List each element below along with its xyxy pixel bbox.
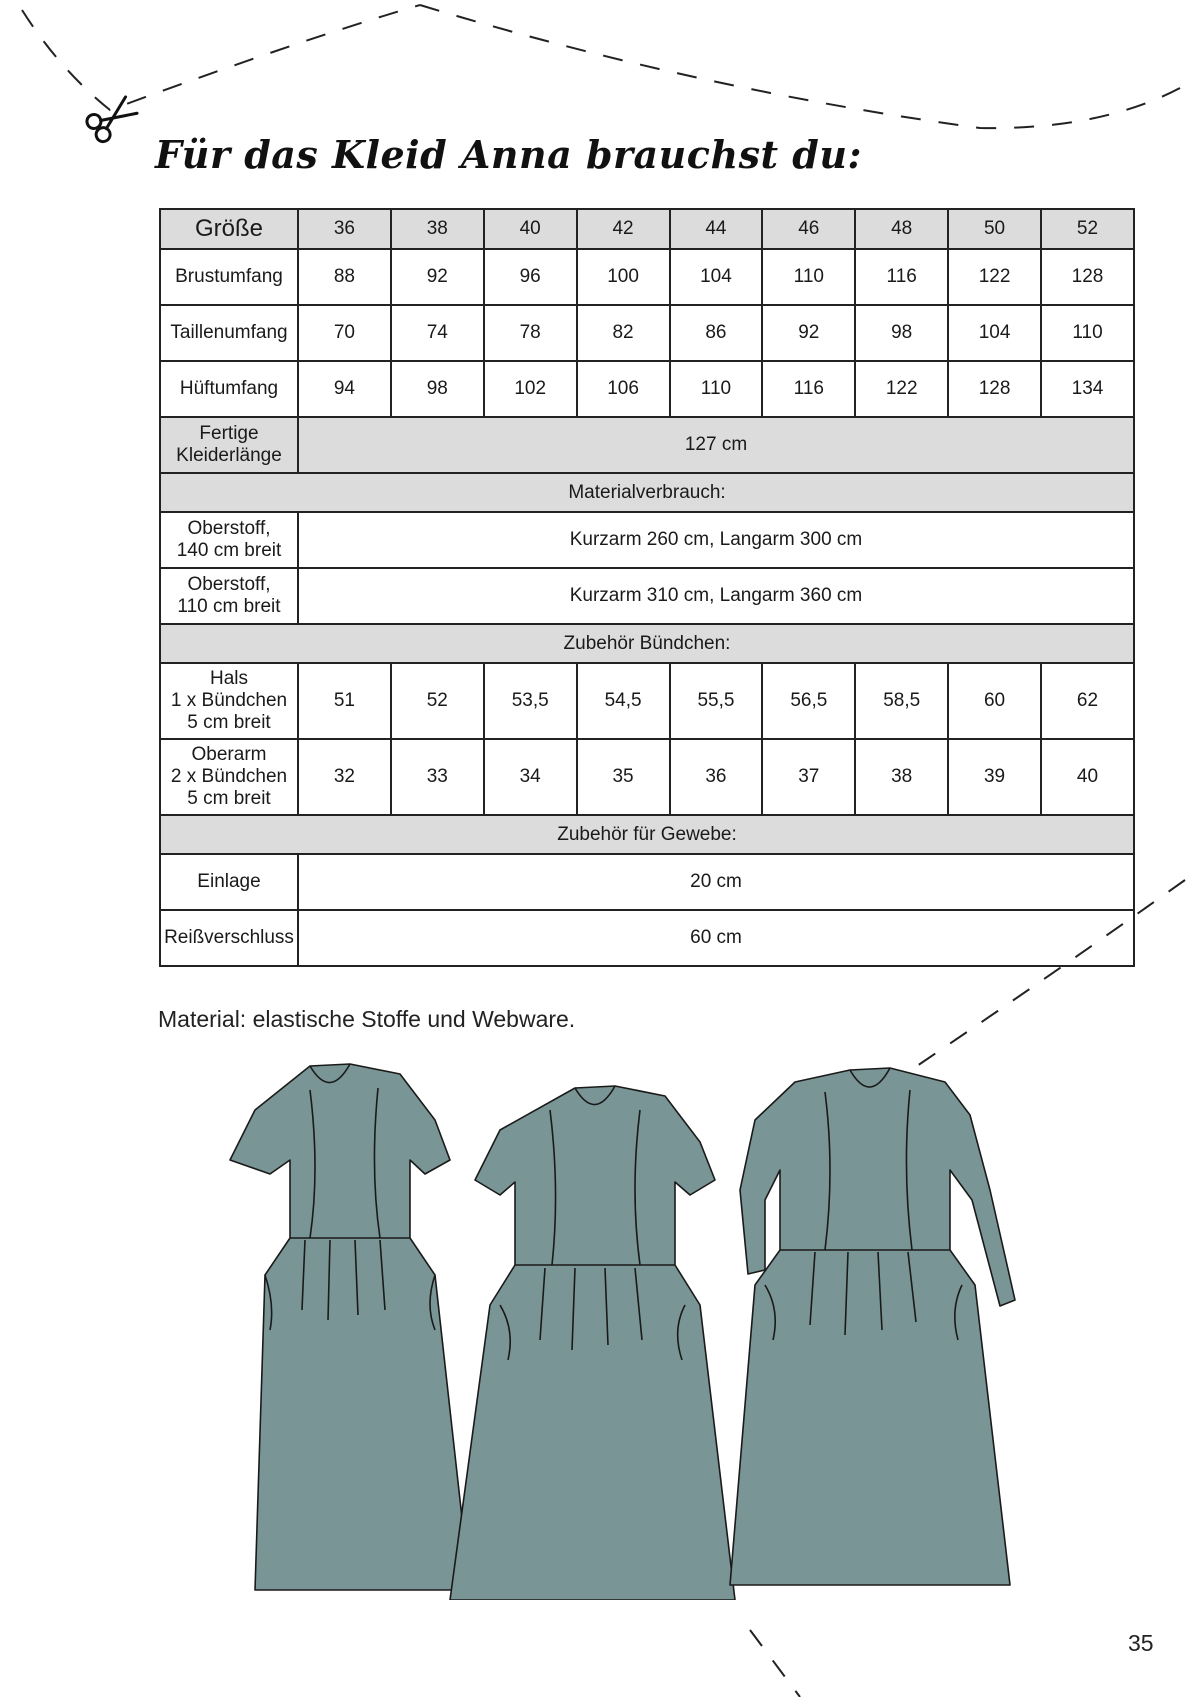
row-label (160, 417, 298, 473)
row-label: Einlage (160, 854, 298, 910)
table-row (160, 249, 1134, 305)
table-row (160, 512, 1134, 568)
table-cell: 100 (577, 249, 670, 305)
table-cell: 35 (577, 739, 670, 815)
section-row (160, 473, 1134, 512)
dress-short-sleeve (450, 1086, 735, 1600)
row-label (160, 512, 298, 568)
table-cell: 102 (484, 361, 577, 417)
table-cell: 98 (391, 361, 484, 417)
size-50: 50 (948, 209, 1041, 249)
table-cell: 98 (855, 305, 948, 361)
table-cell: 37 (762, 739, 855, 815)
label-line: Oberstoff, (187, 574, 271, 595)
size-46: 46 (762, 209, 855, 249)
table-cell: 34 (484, 739, 577, 815)
table-cell: 104 (670, 249, 763, 305)
table-cell: 104 (948, 305, 1041, 361)
dress-long-sleeve (730, 1068, 1015, 1585)
size-table (159, 208, 1135, 967)
table-cell: 78 (484, 305, 577, 361)
table-row (160, 910, 1134, 966)
size-40: 40 (484, 209, 577, 249)
label-line: Kleiderlänge (176, 445, 282, 466)
table-row (160, 361, 1134, 417)
size-48: 48 (855, 209, 948, 249)
section-title: Zubehör für Gewebe: (160, 815, 1134, 854)
row-label: Taillenumfang (160, 305, 298, 361)
size-header-label: Größe (160, 209, 298, 249)
table-cell: 53,5 (484, 663, 577, 739)
table-cell: 128 (1041, 249, 1134, 305)
row-label (160, 739, 298, 815)
label-line: 1 x Bündchen (170, 690, 288, 711)
table-cell: 92 (762, 305, 855, 361)
table-cell: 74 (391, 305, 484, 361)
dress-length-value: 127 cm (298, 417, 1134, 473)
table-cell: 86 (670, 305, 763, 361)
label-line: 2 x Bündchen (170, 766, 288, 787)
table-cell: 55,5 (670, 663, 763, 739)
label-line: 5 cm breit (187, 788, 271, 809)
table-cell: 92 (391, 249, 484, 305)
table-cell: 122 (855, 361, 948, 417)
row-label: Hüftumfang (160, 361, 298, 417)
dress-short-sleeve-cuffs (230, 1064, 470, 1590)
page-title: Für das Kleid Anna brauchst du: (155, 132, 862, 177)
label-line: Fertige (199, 423, 259, 444)
table-cell: 52 (391, 663, 484, 739)
woven-value: 60 cm (298, 910, 1134, 966)
table-cell: 39 (948, 739, 1041, 815)
row-label (160, 568, 298, 624)
section-row (160, 624, 1134, 663)
table-cell: 110 (1041, 305, 1134, 361)
table-cell: 110 (670, 361, 763, 417)
size-42: 42 (577, 209, 670, 249)
table-cell: 82 (577, 305, 670, 361)
table-cell: 38 (855, 739, 948, 815)
table-cell: 110 (762, 249, 855, 305)
table-cell: 54,5 (577, 663, 670, 739)
table-row (160, 739, 1134, 815)
row-label (160, 663, 298, 739)
woven-value: 20 cm (298, 854, 1134, 910)
table-row (160, 568, 1134, 624)
material-note: Material: elastische Stoffe und Webware. (158, 1006, 576, 1032)
scissors-icon (84, 93, 140, 145)
table-cell: 116 (855, 249, 948, 305)
label-line: Oberarm (191, 744, 267, 765)
material-value: Kurzarm 260 cm, Langarm 300 cm (298, 512, 1134, 568)
table-cell: 58,5 (855, 663, 948, 739)
table-row (160, 854, 1134, 910)
table-cell: 134 (1041, 361, 1134, 417)
page-number: 35 (1128, 1630, 1154, 1656)
table-cell: 62 (1041, 663, 1134, 739)
table-cell: 88 (298, 249, 391, 305)
material-value: Kurzarm 310 cm, Langarm 360 cm (298, 568, 1134, 624)
table-cell: 33 (391, 739, 484, 815)
table-cell: 36 (670, 739, 763, 815)
section-title: Materialverbrauch: (160, 473, 1134, 512)
table-cell: 32 (298, 739, 391, 815)
label-line: Hals (209, 668, 248, 689)
size-36: 36 (298, 209, 391, 249)
section-title: Zubehör Bündchen: (160, 624, 1134, 663)
row-label: Reißverschluss (160, 910, 298, 966)
size-52: 52 (1041, 209, 1134, 249)
table-cell: 106 (577, 361, 670, 417)
table-cell: 96 (484, 249, 577, 305)
label-line: 110 cm breit (177, 596, 281, 617)
table-cell: 122 (948, 249, 1041, 305)
table-cell: 40 (1041, 739, 1134, 815)
label-line: 5 cm breit (187, 712, 271, 733)
table-cell: 94 (298, 361, 391, 417)
table-row (160, 663, 1134, 739)
label-line: 140 cm breit (176, 540, 282, 561)
table-row (160, 417, 1134, 473)
section-row (160, 815, 1134, 854)
label-line: Oberstoff, (187, 518, 271, 539)
dress-illustrations (210, 1060, 1100, 1600)
table-cell: 51 (298, 663, 391, 739)
table-cell: 56,5 (762, 663, 855, 739)
table-cell: 60 (948, 663, 1041, 739)
table-cell: 116 (762, 361, 855, 417)
size-44: 44 (670, 209, 763, 249)
table-row (160, 305, 1134, 361)
row-label: Brustumfang (160, 249, 298, 305)
table-cell: 128 (948, 361, 1041, 417)
size-38: 38 (391, 209, 484, 249)
table-header-row (160, 209, 1134, 249)
table-cell: 70 (298, 305, 391, 361)
